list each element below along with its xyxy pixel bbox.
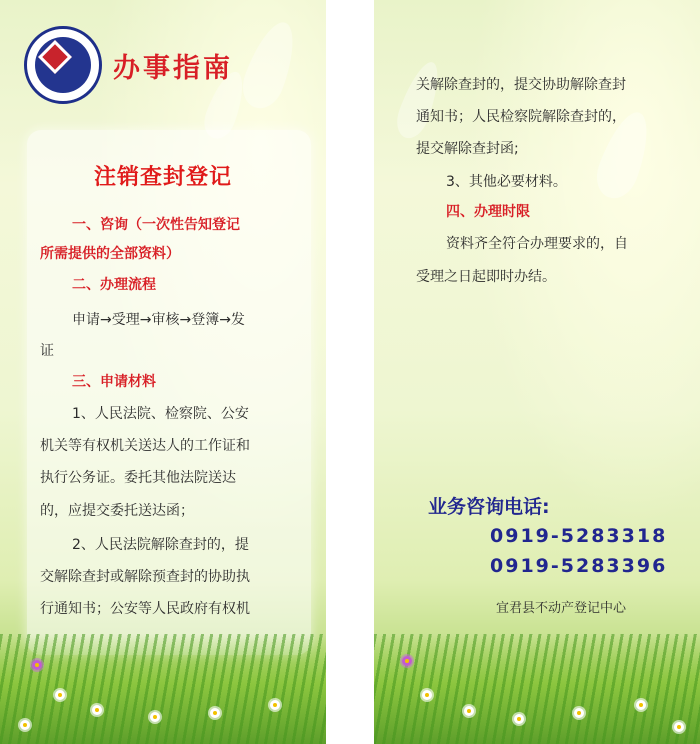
flower-icon — [270, 700, 280, 710]
materials-line: 关解除查封的，提交协助解除查封 — [416, 77, 626, 93]
flower-icon — [402, 656, 412, 666]
materials-line: 交解除查封或解除预查封的协助执 — [40, 569, 250, 585]
section-consultation-heading-cont: 所需提供的全部资料） — [40, 246, 180, 262]
flower-icon — [55, 690, 65, 700]
section-time-limit-heading: 四、办理时限 — [446, 204, 530, 220]
phone-number: 0919-5283396 — [490, 555, 668, 577]
flower-icon — [514, 714, 524, 724]
materials-line: 1、人民法院、检察院、公安 — [72, 406, 249, 422]
flower-icon — [636, 700, 646, 710]
page-title: 办事指南 — [113, 53, 233, 84]
leaf-decoration — [391, 57, 447, 142]
flower-icon — [574, 708, 584, 718]
materials-line: 2、人民法院解除查封的，提 — [72, 537, 249, 553]
right-panel — [374, 0, 700, 744]
document-title: 注销查封登记 — [93, 165, 232, 190]
real-estate-registration-logo — [24, 26, 102, 104]
phone-number: 0919-5283318 — [490, 525, 668, 547]
section-process-heading: 二、办理流程 — [72, 277, 156, 293]
panel-gap — [326, 0, 374, 744]
materials-line: 提交解除查封函; — [416, 141, 519, 157]
flower-icon — [422, 690, 432, 700]
time-limit-text-cont: 受理之日起即时办结。 — [416, 269, 556, 285]
flower-icon — [92, 705, 102, 715]
organization-name: 宜君县不动产登记中心 — [496, 601, 627, 616]
materials-line: 通知书；人民检察院解除查封的， — [416, 109, 626, 125]
grass-decoration — [374, 634, 700, 744]
flower-icon — [20, 720, 30, 730]
flower-icon — [32, 660, 42, 670]
grass-decoration — [0, 634, 326, 744]
section-consultation-heading: 一、咨询（一次性告知登记 — [72, 217, 240, 233]
leaf-decoration — [236, 16, 304, 114]
left-panel — [0, 0, 326, 744]
materials-line: 的，应提交委托送达函； — [40, 503, 194, 519]
flower-icon — [464, 706, 474, 716]
consultation-phone-label: 业务咨询电话: — [428, 496, 550, 518]
materials-line: 行通知书；公安等人民政府有权机 — [40, 601, 250, 617]
materials-line: 执行公务证。委托其他法院送达 — [40, 470, 236, 486]
process-text: 申请→受理→审核→登簿→发 — [72, 312, 245, 328]
flower-icon — [674, 722, 684, 732]
materials-line: 机关等有权机关送达人的工作证和 — [40, 438, 250, 454]
section-materials-heading: 三、申请材料 — [72, 374, 156, 390]
time-limit-text: 资料齐全符合办理要求的，自 — [446, 236, 628, 252]
flower-icon — [150, 712, 160, 722]
materials-line: 3、其他必要材料。 — [446, 174, 567, 190]
flower-icon — [210, 708, 220, 718]
process-text-cont: 证 — [40, 343, 54, 359]
